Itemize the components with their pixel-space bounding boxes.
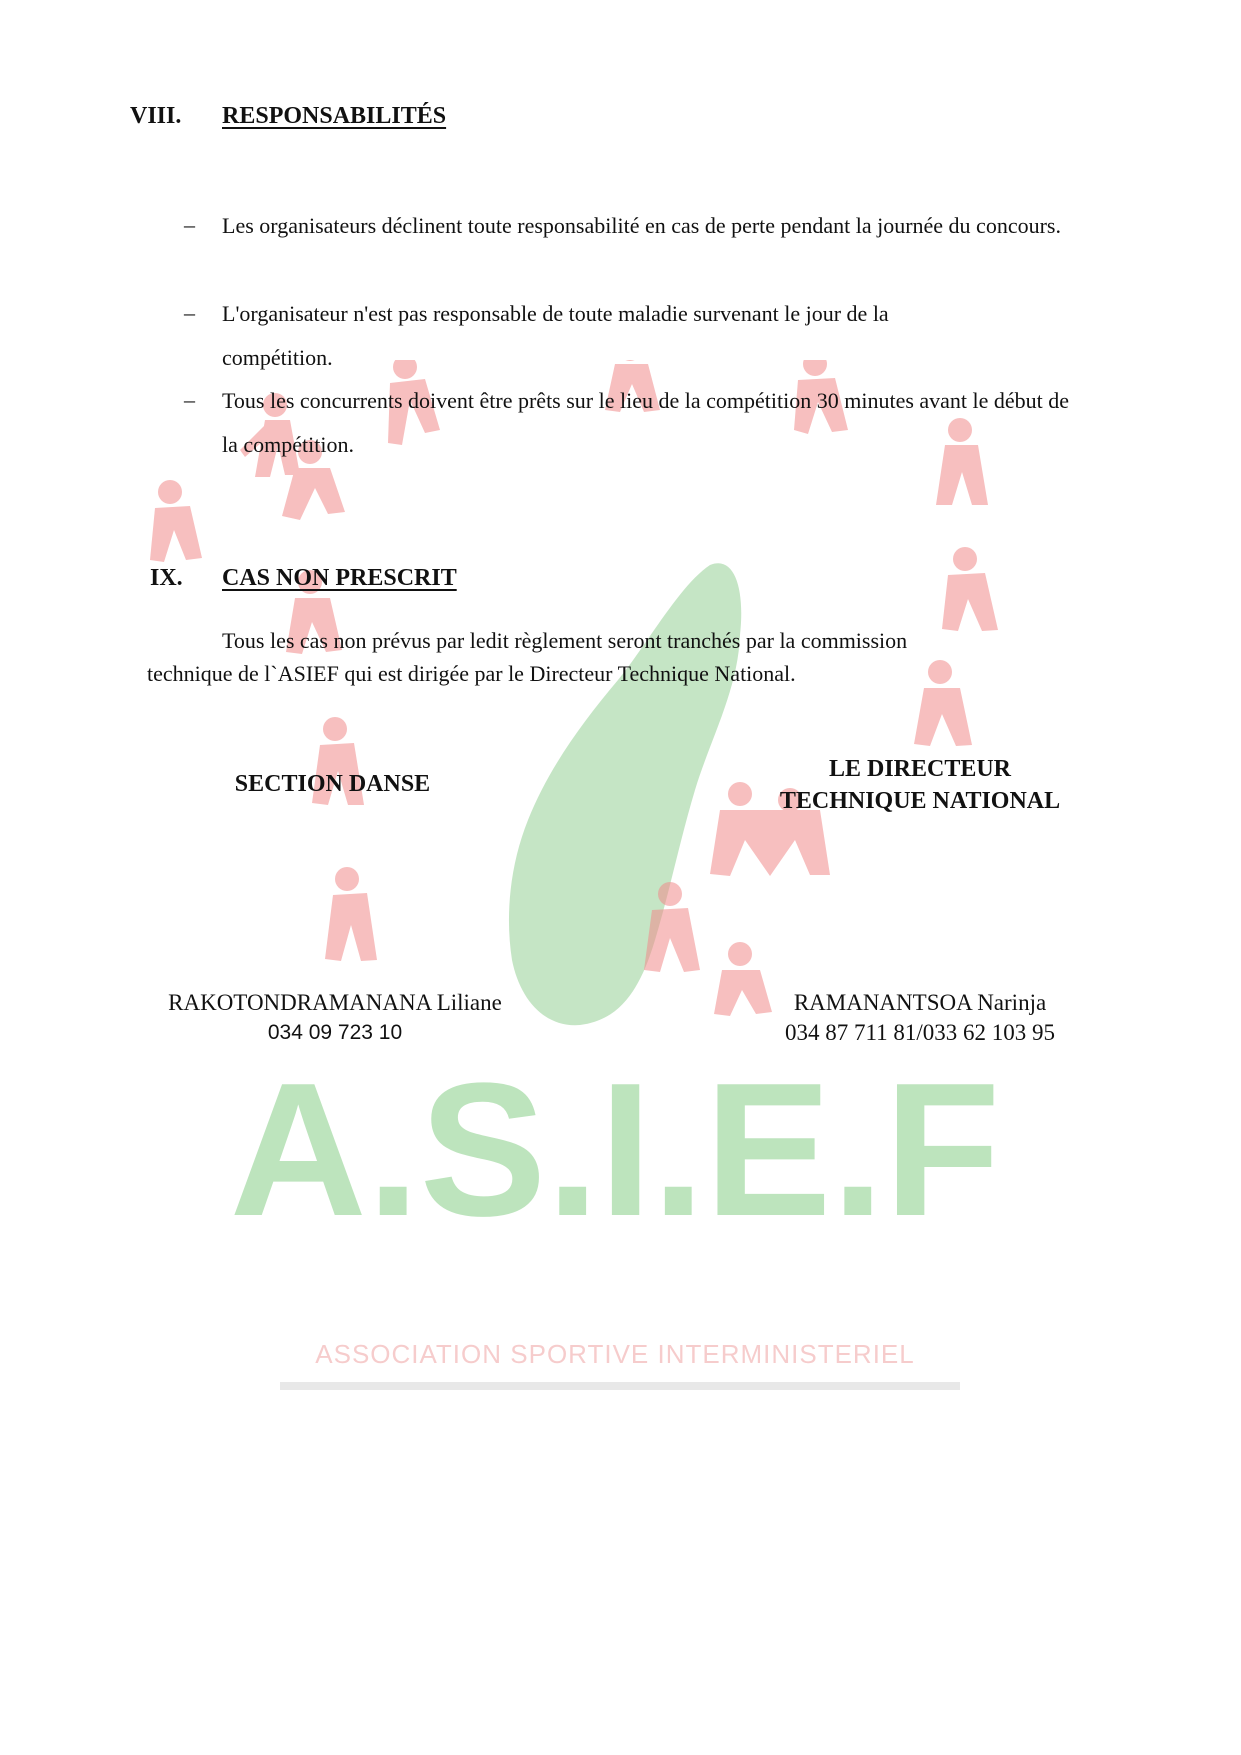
section-9-number: IX. (150, 565, 183, 591)
signature-left-heading: SECTION DANSE (234, 771, 431, 797)
signature-right-block (755, 988, 1085, 1048)
section-8-number: VIII. (130, 103, 182, 129)
list-item: Tous les concurrents doivent être prêts sur le lieu de la compétition 30 minutes avant le début de la compétition. (222, 388, 1070, 457)
watermark-logo-subtitle: ASSOCIATION SPORTIVE INTERMINISTERIEL (315, 1339, 915, 1369)
watermark-logo-text: A.S.I.E.F (229, 1044, 1001, 1256)
signature-right-phone: 034 87 711 81/033 62 103 95 (784, 1020, 1056, 1045)
signature-left-block (150, 988, 520, 1048)
signature-left-phone: 034 09 723 10 (267, 1021, 403, 1044)
signature-right-heading (750, 753, 1090, 817)
section-9-title: CAS NON PRESCRIT (222, 565, 457, 591)
section-9-paragraph-line1: Tous les cas non prévus par ledit règlement seront tranchés par la commission (222, 628, 908, 653)
signature-right-name: RAMANANTSOA Narinja (793, 990, 1047, 1015)
list-bullet-dash: – (184, 300, 195, 325)
signature-right-heading-line1: LE DIRECTEUR (828, 756, 1012, 782)
signature-right-heading-line2: TECHNIQUE NATIONAL (779, 788, 1061, 814)
list-bullet-dash: – (184, 212, 195, 237)
list-bullet-dash: – (184, 387, 195, 412)
list-item: L'organisateur n'est pas responsable de toute maladie survenant le jour de la compétition. (222, 301, 889, 370)
watermark-subtitle-line (280, 1382, 960, 1390)
section-8-title: RESPONSABILITÉS (222, 103, 447, 129)
asief-watermark-logo (150, 360, 1080, 1405)
signature-left-name: RAKOTONDRAMANANA Liliane (168, 990, 502, 1015)
section-9-paragraph-line2: technique de l`ASIEF qui est dirigée par le Directeur Technique National. (147, 661, 796, 686)
list-item: Les organisateurs déclinent toute responsabilité en cas de perte pendant la journée du concours. (222, 213, 1061, 238)
